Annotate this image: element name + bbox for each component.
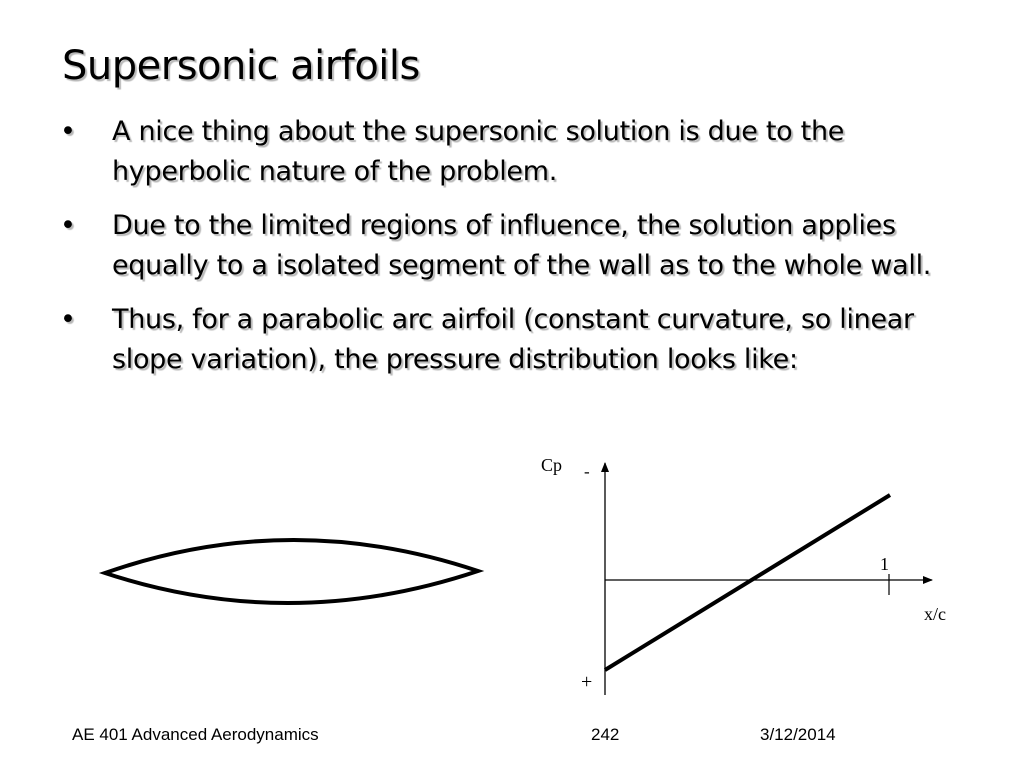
bullet-dot: • bbox=[60, 116, 76, 147]
bullet-text: Thus, for a parabolic arc airfoil (constant curvature, so linear slope variation), the pressure distribution looks like: bbox=[112, 304, 914, 375]
bullet-dot: • bbox=[60, 210, 76, 241]
cp-distribution-line bbox=[605, 495, 890, 670]
bullet-text: A nice thing about the supersonic solution is due to the hyperbolic nature of the problem. bbox=[112, 116, 845, 187]
footer-page-number: 242 bbox=[591, 725, 620, 744]
airfoil-shape bbox=[105, 540, 478, 603]
bullet-dot: • bbox=[60, 304, 76, 335]
one-label: 1 bbox=[880, 554, 889, 574]
minus-label: - bbox=[584, 462, 590, 481]
footer-course: AE 401 Advanced Aerodynamics bbox=[72, 725, 319, 744]
bullet-text: Due to the limited regions of influence, the solution applies equally to a isolated segment of the wall as to the whole wall. bbox=[112, 210, 932, 281]
slide-title: Supersonic airfoils bbox=[62, 43, 420, 89]
plus-label: + bbox=[581, 671, 593, 693]
cp-axis-label: Cp bbox=[541, 455, 563, 475]
footer-date: 3/12/2014 bbox=[760, 725, 836, 744]
xc-axis-label: x/c bbox=[924, 604, 946, 624]
